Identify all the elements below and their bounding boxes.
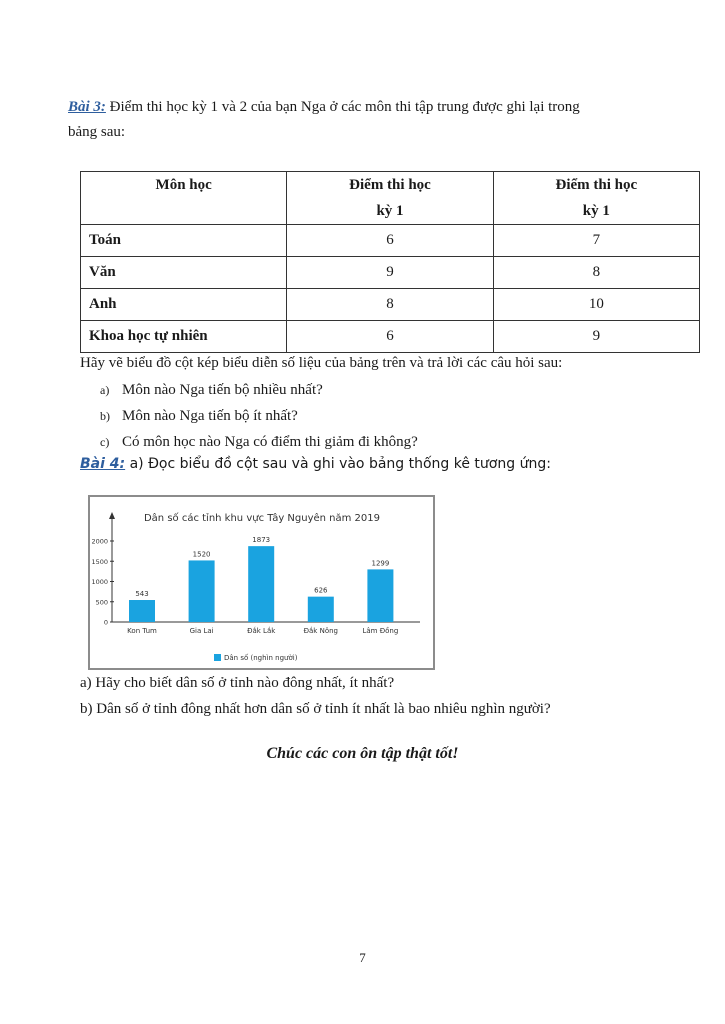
y-tick-label: 1500 bbox=[91, 557, 108, 566]
cell-hk1: 6 bbox=[287, 225, 493, 257]
bai4-questions bbox=[80, 670, 551, 722]
bai4-text: a) Đọc biểu đồ cột sau và ghi vào bảng thống kê tương ứng: bbox=[125, 456, 551, 472]
population-chart bbox=[88, 495, 435, 670]
header-term2: Điểm thi học kỳ 1 bbox=[493, 172, 699, 225]
table-row bbox=[81, 321, 700, 353]
bai3-text: Điểm thi học kỳ 1 và 2 của bạn Nga ở các môn thi tập trung được ghi lại trong bbox=[105, 99, 580, 115]
closing-message: Chúc các con ôn tập thật tốt! bbox=[266, 745, 459, 762]
category-label: Đắk Nông bbox=[303, 627, 339, 635]
category-label: Kon Tum bbox=[127, 627, 157, 635]
data-label: 1520 bbox=[192, 550, 211, 559]
list-item: c) Có môn học nào Nga có điểm thi giảm đi không? bbox=[100, 434, 418, 450]
data-label: 1299 bbox=[371, 559, 390, 568]
cell-subject: Toán bbox=[81, 225, 287, 257]
bar bbox=[367, 569, 393, 622]
table-row bbox=[81, 289, 700, 321]
data-label: 626 bbox=[314, 586, 328, 595]
legend-label: Dân số (nghìn người) bbox=[224, 654, 298, 662]
table-row bbox=[81, 225, 700, 257]
y-tick-label: 2000 bbox=[91, 537, 108, 546]
chart-title: Dân số các tỉnh khu vực Tây Nguyên năm 2019 bbox=[143, 513, 381, 524]
bai3-text-cont: bảng sau: bbox=[68, 124, 126, 140]
bar bbox=[248, 546, 274, 622]
bar bbox=[129, 600, 155, 622]
cell-subject: Anh bbox=[81, 289, 287, 321]
cell-hk2: 9 bbox=[493, 321, 699, 353]
page-number: 7 bbox=[359, 950, 366, 965]
data-label: 1873 bbox=[252, 536, 271, 545]
legend-swatch bbox=[214, 654, 221, 661]
cell-hk1: 6 bbox=[287, 321, 493, 353]
chart-legend bbox=[214, 654, 298, 662]
bai4-intro bbox=[80, 453, 551, 475]
cell-hk1: 8 bbox=[287, 289, 493, 321]
list-item: b) Dân số ở tỉnh đông nhất hơn dân số ở tỉnh ít nhất là bao nhiêu nghìn người? bbox=[80, 701, 551, 717]
bai3-intro bbox=[68, 95, 688, 119]
bar bbox=[189, 560, 215, 622]
category-label: Lâm Đồng bbox=[362, 627, 399, 635]
bai3-label: Bài 3: bbox=[68, 99, 106, 115]
table-header-row bbox=[81, 172, 700, 225]
header-subject: Môn học bbox=[81, 172, 287, 225]
list-item: b) Môn nào Nga tiến bộ ít nhất? bbox=[100, 408, 298, 424]
y-tick-label: 500 bbox=[95, 598, 108, 607]
cell-hk2: 8 bbox=[493, 257, 699, 289]
data-label: 543 bbox=[135, 590, 149, 599]
y-tick-label: 1000 bbox=[91, 578, 108, 586]
category-label: Gia Lai bbox=[189, 627, 214, 635]
y-tick-label: 0 bbox=[103, 618, 108, 627]
bai3-questions bbox=[100, 377, 418, 455]
bai4-label: Bài 4: bbox=[80, 456, 126, 472]
table-row bbox=[81, 257, 700, 289]
cell-subject: Khoa học tự nhiên bbox=[81, 321, 287, 353]
header-term1: Điểm thi học kỳ 1 bbox=[287, 172, 493, 225]
cell-hk2: 7 bbox=[493, 225, 699, 257]
scores-table bbox=[80, 171, 700, 353]
chart-svg bbox=[90, 497, 433, 668]
cell-hk2: 10 bbox=[493, 289, 699, 321]
bai3-instruction: Hãy vẽ biểu đồ cột kép biểu diễn số liệu của bảng trên và trả lời các câu hỏi sau: bbox=[80, 355, 563, 371]
cell-hk1: 9 bbox=[287, 257, 493, 289]
category-label: Đắk Lắk bbox=[247, 627, 276, 635]
list-item: a) Môn nào Nga tiến bộ nhiều nhất? bbox=[100, 382, 323, 398]
bars bbox=[127, 536, 398, 635]
y-axis-arrow bbox=[109, 512, 115, 519]
bar bbox=[308, 597, 334, 622]
list-item: a) Hãy cho biết dân số ở tỉnh nào đông nhất, ít nhất? bbox=[80, 675, 395, 691]
cell-subject: Văn bbox=[81, 257, 287, 289]
